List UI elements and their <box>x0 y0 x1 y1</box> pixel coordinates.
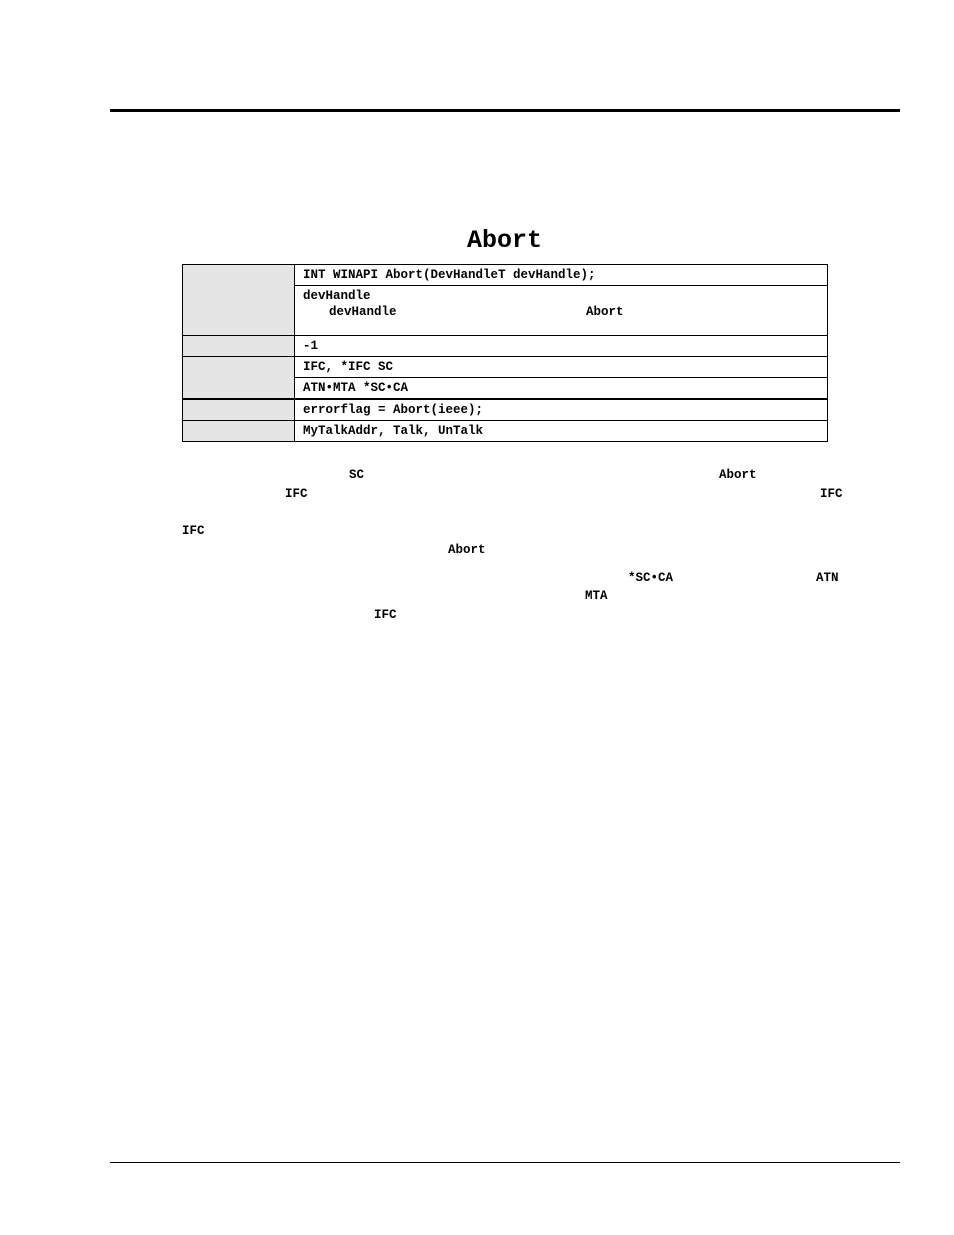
syntax-label-cell <box>183 265 295 336</box>
footer-rule <box>110 1162 900 1163</box>
bus-states-cell-1: IFC, *IFC SC <box>295 357 828 378</box>
body-code-mta: MTA <box>585 589 608 603</box>
table-row <box>183 265 828 286</box>
header-rule <box>110 109 900 112</box>
bus-states-label-cell <box>183 357 295 400</box>
bus-states-cell-2: ATN•MTA *SC•CA <box>295 378 828 400</box>
function-reference-table <box>182 264 828 442</box>
parameter-description <box>303 304 819 320</box>
see-also-cell: MyTalkAddr, Talk, UnTalk <box>295 421 828 442</box>
body-code-ifc: IFC <box>285 487 308 501</box>
body-code-ifc: IFC <box>374 608 397 622</box>
example-cell: errorflag = Abort(ieee); <box>295 399 828 421</box>
body-code-abort: Abort <box>448 543 486 557</box>
example-label-cell <box>183 399 295 421</box>
body-code-atn: ATN <box>816 571 839 585</box>
body-code-abort: Abort <box>719 468 757 482</box>
body-code-sc: SC <box>349 468 365 482</box>
parameter-function-ref: Abort <box>586 305 624 319</box>
returns-label-cell <box>183 336 295 357</box>
see-also-label-cell <box>183 421 295 442</box>
table-row <box>183 399 828 421</box>
parameter-name: devHandle <box>303 289 371 303</box>
parameter-cell <box>295 286 828 336</box>
body-code-ifc: IFC <box>182 524 205 538</box>
body-code-sc-ca: *SC•CA <box>628 571 674 585</box>
page-title: Abort <box>466 226 542 255</box>
parameter-term: devHandle <box>329 305 397 319</box>
table-row <box>183 421 828 442</box>
table-row <box>183 336 828 357</box>
return-value-cell: -1 <box>295 336 828 357</box>
body-code-ifc: IFC <box>820 487 843 501</box>
prototype-cell: INT WINAPI Abort(DevHandleT devHandle); <box>295 265 828 286</box>
table-row <box>183 357 828 378</box>
